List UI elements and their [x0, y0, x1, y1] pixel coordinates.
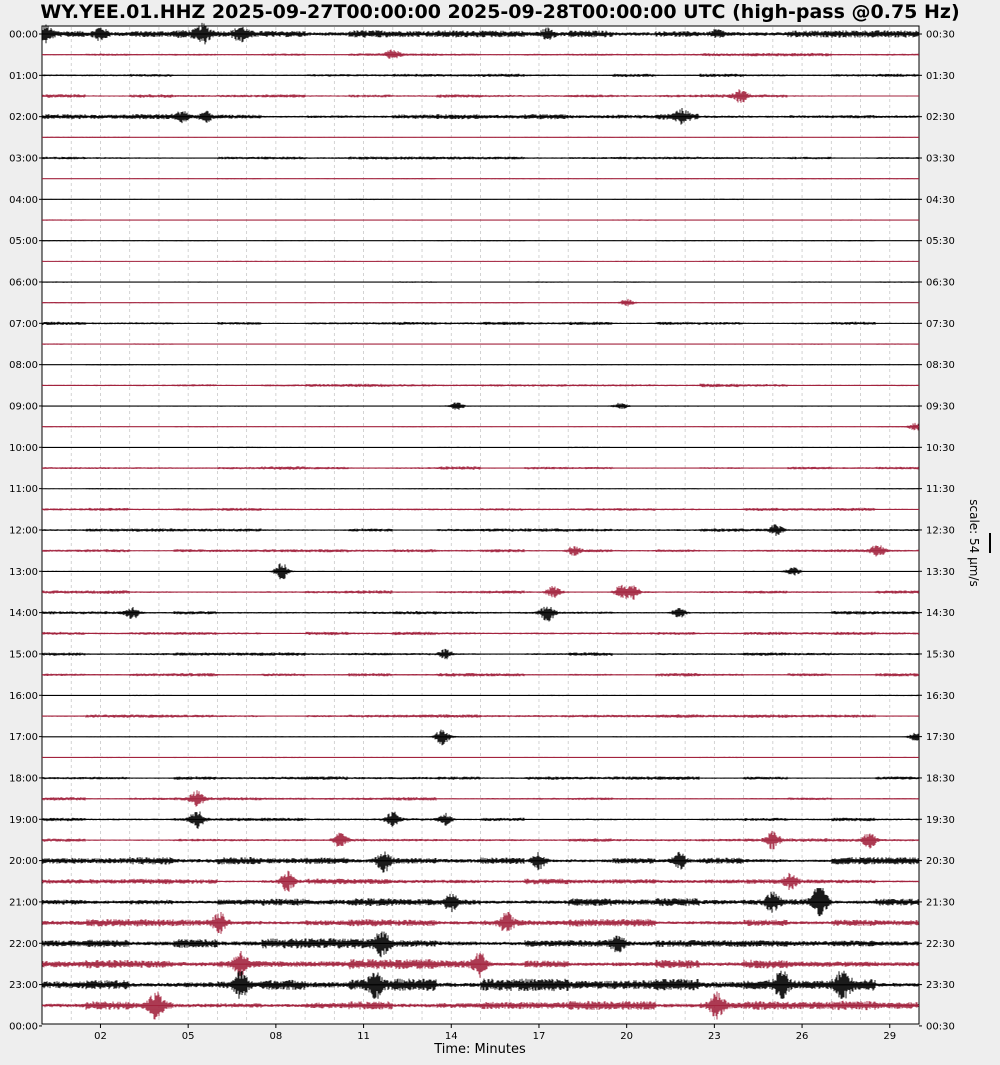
- left-time-label: 05:00: [9, 236, 38, 248]
- left-time-label: 13:00: [9, 566, 38, 578]
- left-time-label: 03:00: [9, 153, 38, 165]
- right-time-label: 00:30: [926, 1021, 955, 1033]
- x-tick-label: 29: [883, 1031, 897, 1042]
- left-time-label: 09:00: [9, 401, 38, 413]
- left-time-label: 12:00: [9, 525, 38, 537]
- right-time-label: 08:30: [926, 360, 955, 372]
- chart-title: WY.YEE.01.HHZ 2025-09-27T00:00:00 2025-09-28T00:00:00 UTC (high-pass @0.75 Hz): [40, 1, 960, 23]
- x-axis-ticks: [94, 1024, 896, 1042]
- left-time-label: 01:00: [9, 70, 38, 82]
- left-time-label: 11:00: [9, 484, 38, 496]
- right-time-label: 05:30: [926, 236, 955, 248]
- right-time-label: 15:30: [926, 649, 955, 661]
- x-tick-label: 11: [357, 1031, 370, 1042]
- left-time-label: 16:00: [9, 690, 38, 702]
- x-tick-label: 23: [707, 1031, 721, 1042]
- left-time-label: 06:00: [9, 277, 38, 289]
- left-time-label: 18:00: [9, 773, 38, 785]
- right-time-label: 03:30: [926, 153, 955, 165]
- right-time-label: 12:30: [926, 525, 955, 537]
- left-time-label: 15:00: [9, 649, 38, 661]
- right-time-label: 18:30: [926, 773, 955, 785]
- left-time-label: 10:00: [9, 442, 38, 454]
- left-time-label: 00:00: [9, 29, 38, 41]
- left-time-label: 23:00: [9, 980, 38, 992]
- right-time-label: 20:30: [926, 856, 955, 868]
- left-time-label: 07:00: [9, 318, 38, 330]
- right-time-label: 21:30: [926, 897, 955, 909]
- right-time-label: 07:30: [926, 318, 955, 330]
- x-tick-label: 14: [444, 1031, 458, 1042]
- right-time-label: 06:30: [926, 277, 955, 289]
- x-tick-label: 26: [795, 1031, 809, 1042]
- right-time-label: 14:30: [926, 608, 955, 620]
- right-time-label: 11:30: [926, 484, 955, 496]
- right-time-label: 16:30: [926, 690, 955, 702]
- left-time-label: 20:00: [9, 856, 38, 868]
- right-time-labels: [919, 30, 955, 1033]
- left-time-label: 14:00: [9, 608, 38, 620]
- left-time-label: 08:00: [9, 360, 38, 372]
- scale-label: scale: 54 µm/s: [967, 499, 981, 587]
- right-time-label: 23:30: [926, 980, 955, 992]
- x-tick-label: 05: [181, 1031, 195, 1042]
- right-time-label: 01:30: [926, 70, 955, 82]
- left-time-label: 21:00: [9, 897, 38, 909]
- right-time-label: 22:30: [926, 938, 955, 950]
- x-tick-label: 20: [620, 1031, 634, 1042]
- x-tick-label: 17: [532, 1031, 546, 1042]
- x-axis-label: Time: Minutes: [434, 1042, 526, 1057]
- right-time-label: 17:30: [926, 732, 955, 744]
- right-time-label: 09:30: [926, 401, 955, 413]
- left-time-labels: [9, 30, 42, 1033]
- left-time-label: 04:00: [9, 194, 38, 206]
- left-time-label: 19:00: [9, 814, 38, 826]
- x-tick-label: 02: [94, 1031, 107, 1042]
- right-time-label: 04:30: [926, 194, 955, 206]
- left-time-label: 17:00: [9, 732, 38, 744]
- right-time-label: 13:30: [926, 566, 955, 578]
- x-tick-label: 08: [269, 1031, 283, 1042]
- left-time-label: 00:00: [9, 1021, 38, 1033]
- right-time-label: 00:30: [926, 29, 955, 41]
- left-time-label: 02:00: [9, 112, 38, 124]
- left-time-label: 22:00: [9, 938, 38, 950]
- right-time-label: 10:30: [926, 442, 955, 454]
- right-time-label: 02:30: [926, 112, 955, 124]
- right-time-label: 19:30: [926, 814, 955, 826]
